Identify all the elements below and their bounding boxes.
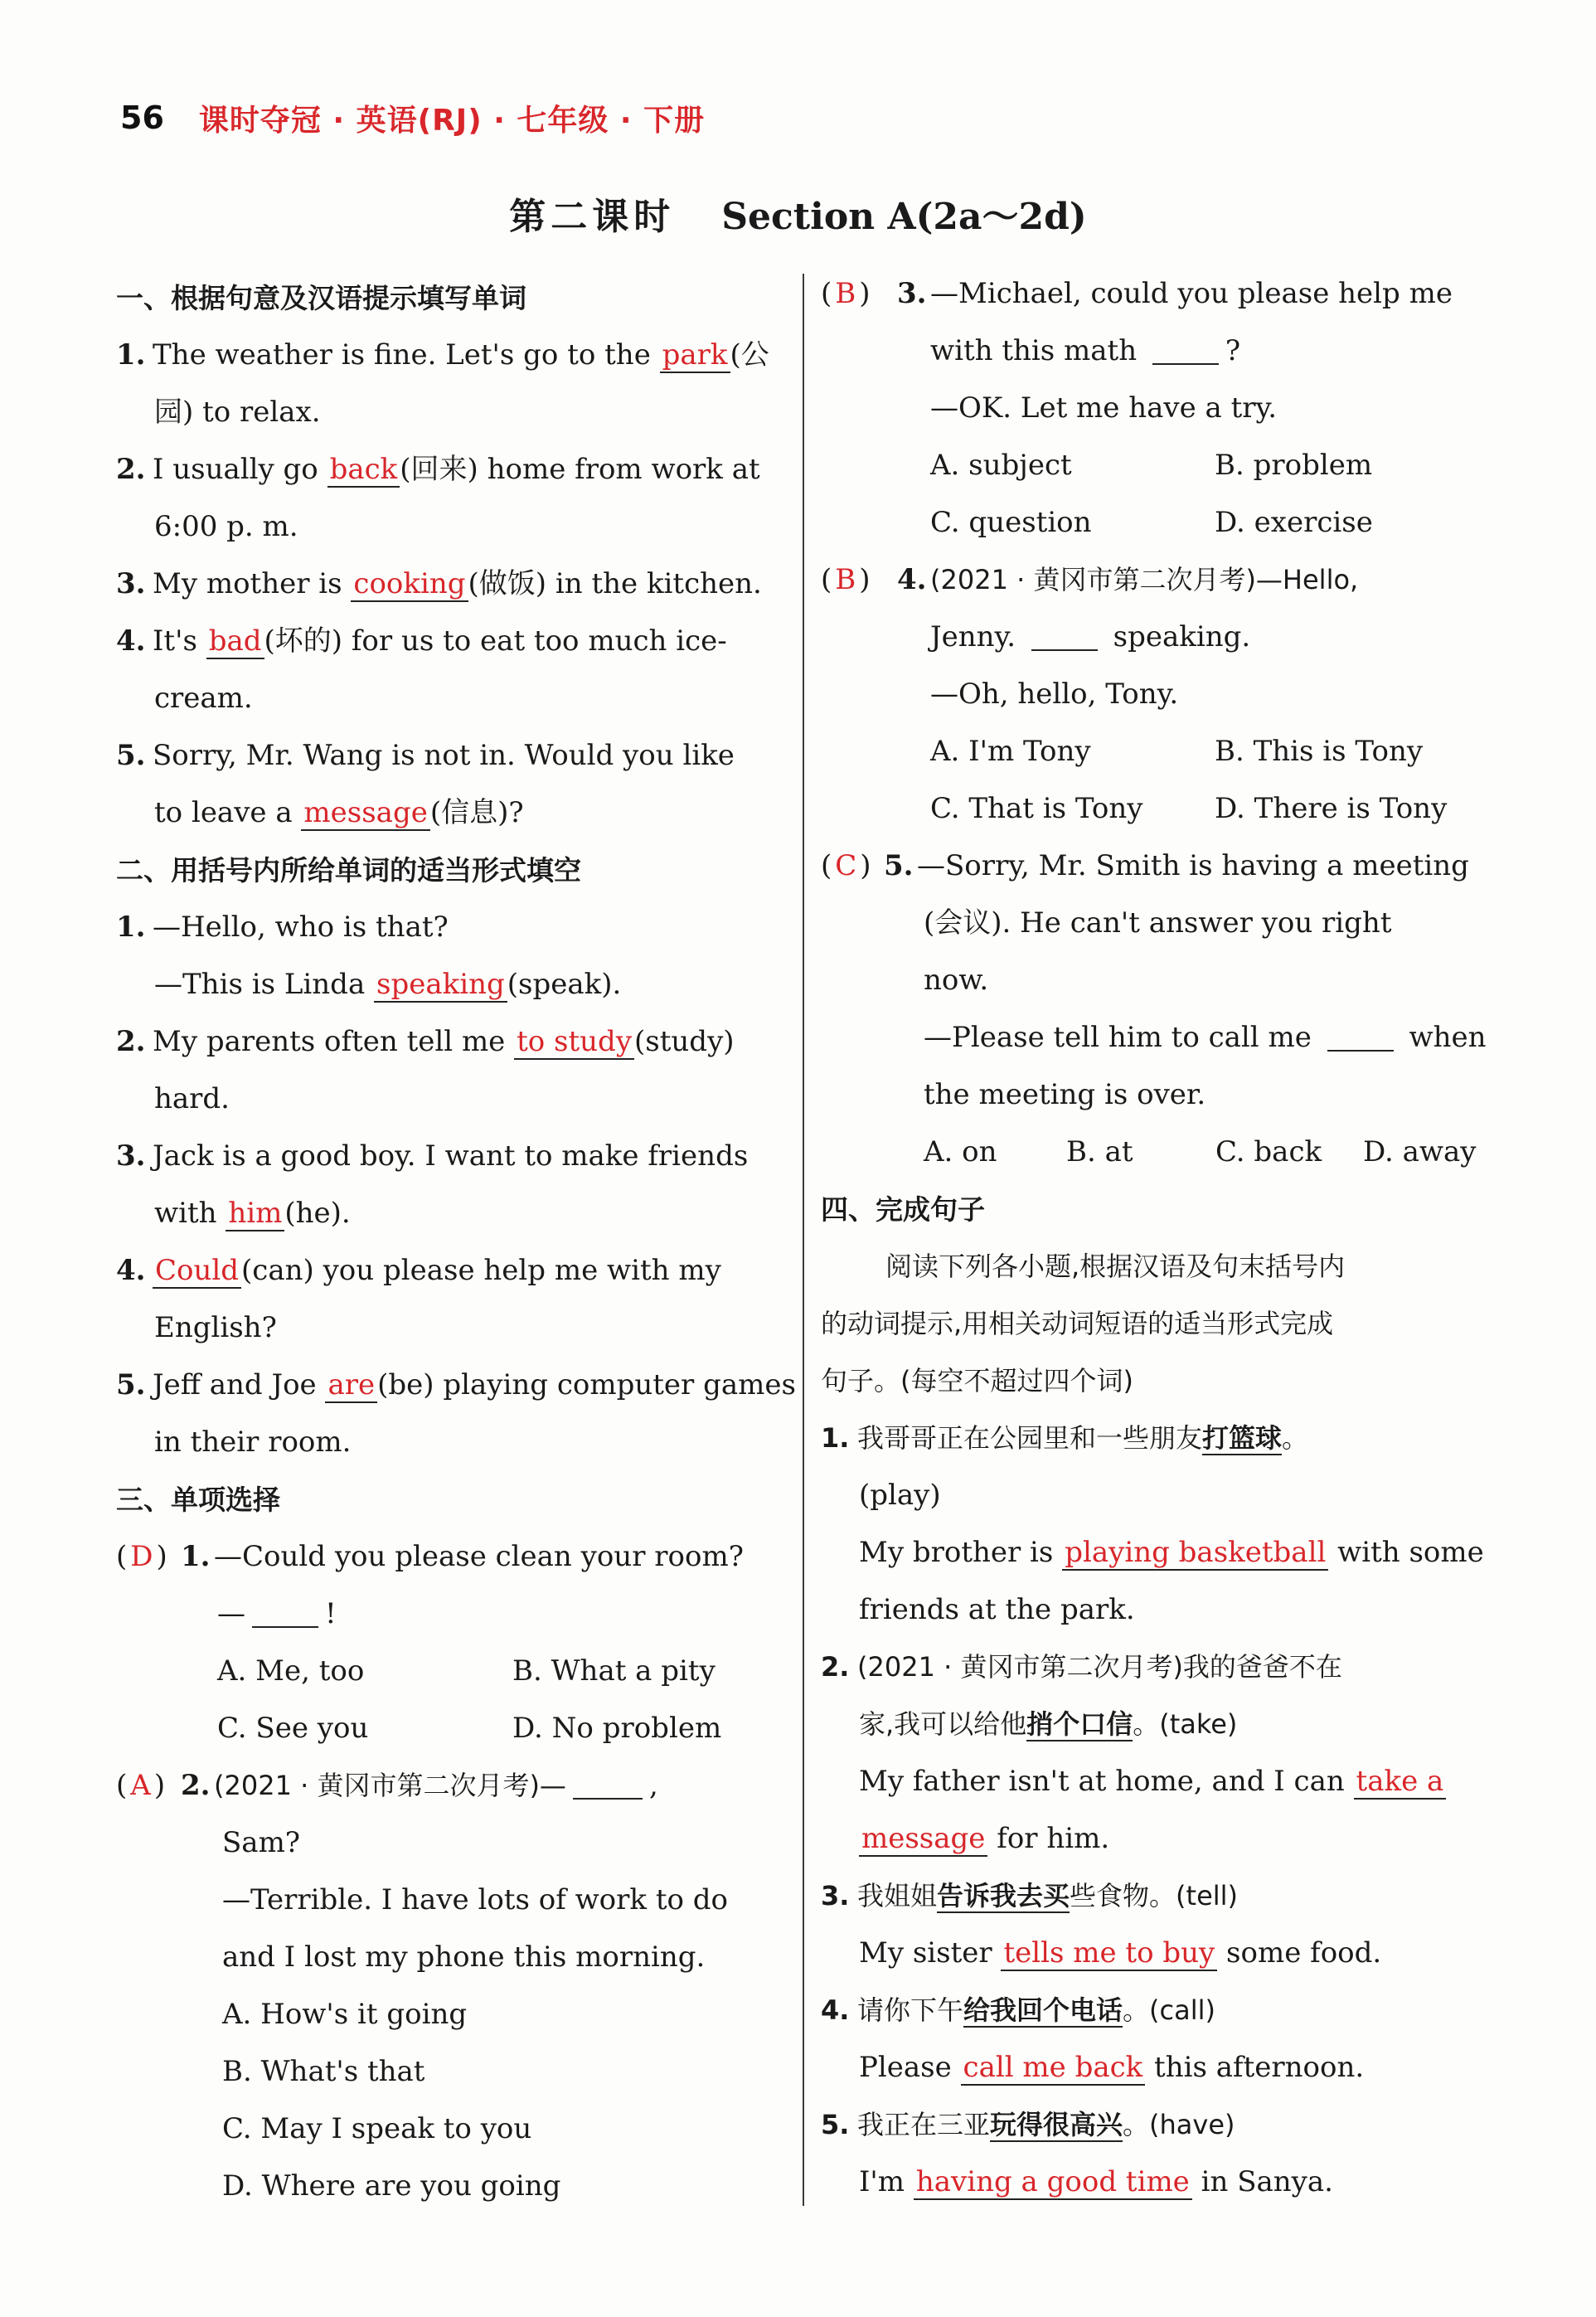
s3-q2-option-a: A. How's it going [222, 1998, 468, 2031]
answer-choice: B [835, 277, 856, 310]
right-column [821, 265, 1488, 2211]
s2-q1-cont: —This is Linda speaking(speak). [154, 968, 622, 1001]
s3-q5: ( C ) 5. —Sorry, Mr. Smith is having a meeting [821, 849, 1469, 882]
hint-text: 打篮球 [1202, 1422, 1283, 1454]
s3-q5-l2: (会议). He can't answer you right [924, 906, 1392, 940]
s4-q2-cn2: 家,我可以给他捎个口信。(take) [859, 1708, 1238, 1740]
answer: take a [1354, 1765, 1447, 1800]
s4-q1-cont: friends at the park. [859, 1593, 1135, 1626]
answer-choice: B [835, 563, 856, 596]
blank [1152, 330, 1219, 365]
s3-q5-l3: now. [924, 964, 989, 997]
column-divider [803, 274, 804, 2206]
answer: message [859, 1822, 987, 1857]
hint-text: 告诉我去买 [937, 1880, 1070, 1911]
s4-q4-cn: 4. 请你下午给我回个电话。(call) [821, 1994, 1215, 2026]
s2-q4: 4. Could(can) you please help me with my [116, 1254, 721, 1287]
answer: back [327, 453, 400, 488]
s1-q5: 5. Sorry, Mr. Wang is not in. Would you like [116, 739, 735, 772]
s2-q2-cont: hard. [154, 1082, 230, 1115]
s3-q2-option-c: C. May I speak to you [222, 2112, 532, 2145]
s3-q2-l2: Sam? [222, 1826, 301, 1859]
s2-q5-cont: in their room. [154, 1426, 352, 1459]
answer: Could [153, 1254, 241, 1289]
page-number: 56 [120, 100, 164, 136]
section-4-title: 四、完成句子 [821, 1193, 985, 1226]
book-title: 课时夺冠 · 英语(RJ) · 七年级 · 下册 [198, 103, 706, 138]
answer: tells me to buy [1001, 1936, 1217, 1971]
s3-q2-l3: —Terrible. I have lots of work to do [222, 1883, 728, 1916]
answer: playing basketball [1062, 1536, 1328, 1571]
s1-q3: 3. My mother is cooking(做饭) in the kitchen. [116, 567, 762, 600]
s4-intro-3: 句子。(每空不超过四个词) [821, 1365, 1133, 1397]
s3-q4: ( B ) 4. (2021 · 黄冈市第二次月考)—Hello, [821, 563, 1359, 596]
blank [252, 1593, 318, 1628]
blank [573, 1765, 643, 1800]
s3-q4-options-cd: C. That is Tony D. There is Tony [930, 792, 1448, 825]
s4-q1-cn: 1. 我哥哥正在公园里和一些朋友打篮球。 [821, 1422, 1309, 1454]
s3-q2-option-b: B. What's that [222, 2055, 425, 2088]
answer: bad [206, 624, 264, 659]
s3-q1-l2: — ! [116, 1586, 792, 1643]
blank [1031, 616, 1098, 651]
answer: are [325, 1368, 377, 1403]
s1-q1-cont: 园) to relax. [154, 396, 321, 429]
hint-text: 捎个口信 [1026, 1708, 1133, 1740]
answer: park [660, 338, 730, 373]
answer: speaking [374, 968, 507, 1003]
s4-q1-verb: (play) [859, 1479, 941, 1512]
section-1-title: 一、根据句意及汉语提示填写单词 [116, 282, 526, 314]
left-column [116, 270, 796, 2215]
s3-q3-options-cd: C. question D. exercise [930, 506, 1373, 539]
s3-q5-l5: the meeting is over. [924, 1078, 1206, 1111]
s3-q1: ( D ) 1. —Could you please clean your room? [116, 1540, 744, 1573]
lesson-title-en: Section A(2a～2d) [721, 196, 1087, 238]
s3-q3-options-ab: A. subject B. problem [930, 449, 1373, 482]
s2-q1: 1. —Hello, who is that? [116, 911, 449, 944]
s2-q2: 2. My parents often tell me to study(study) [116, 1025, 735, 1058]
blank [1327, 1017, 1394, 1052]
s3-q2-option-d: D. Where are you going [222, 2169, 561, 2203]
s1-q4: 4. It's bad(坏的) for us to eat too much ice- [116, 624, 727, 658]
answer-choice: C [835, 849, 857, 882]
hint-text: 玩得很高兴 [990, 2109, 1123, 2140]
s4-q1-en: My brother is playing basketball with some [859, 1536, 1484, 1569]
s3-q1-options-cd: C. See you D. No problem [217, 1712, 722, 1745]
s1-q4-cont: cream. [154, 682, 253, 715]
s3-q4-l3: —Oh, hello, Tony. [930, 678, 1179, 711]
s4-q4-en: Please call me back this afternoon. [859, 2051, 1365, 2084]
answer: message [301, 796, 429, 831]
s3-q3: ( B ) 3. —Michael, could you please help me [821, 277, 1453, 310]
s3-q4-l2: Jenny. speaking. [821, 609, 1488, 666]
s4-q2-en: My father isn't at home, and I can take a [821, 1753, 1488, 1810]
s3-q3-l3: —OK. Let me have a try. [930, 391, 1278, 425]
s4-q5-cn: 5. 我正在三亚玩得很高兴。(have) [821, 2109, 1235, 2140]
answer: him [226, 1197, 284, 1231]
answer: having a good time [914, 2165, 1192, 2200]
s2-q3-cont: with him(he). [154, 1197, 351, 1230]
s4-intro-1: 阅读下列各小题,根据汉语及句末括号内 [885, 1251, 1346, 1282]
s1-q5-cont: to leave a message(信息)? [154, 796, 524, 829]
s2-q3: 3. Jack is a good boy. I want to make friends [116, 1139, 749, 1173]
s3-q5-options: A. on B. at C. back D. away [924, 1135, 1477, 1168]
answer: to study [514, 1025, 634, 1060]
s3-q4-options-ab: A. I'm Tony B. This is Tony [930, 735, 1424, 768]
s3-q1-options-ab: A. Me, too B. What a pity [217, 1654, 716, 1688]
lesson-title [0, 187, 1596, 240]
page-header [120, 93, 705, 143]
s4-q3-cn: 3. 我姐姐告诉我去买些食物。(tell) [821, 1880, 1239, 1911]
section-3-title: 三、单项选择 [116, 1484, 280, 1516]
s4-q2-cn: 2. (2021 · 黄冈市第二次月考)我的爸爸不在 [821, 1651, 1342, 1683]
s4-q5-en: I'm having a good time in Sanya. [859, 2165, 1333, 2198]
s3-q5-l4: —Please tell him to call me when [821, 1009, 1488, 1066]
section-2-title: 二、用括号内所给单词的适当形式填空 [116, 854, 581, 886]
s1-q1: 1. The weather is fine. Let's go to the park(公 [116, 338, 769, 372]
s4-intro-2: 的动词提示,用相关动词短语的适当形式完成 [821, 1308, 1334, 1339]
s3-q2-l4: and I lost my phone this morning. [222, 1941, 706, 1974]
answer: call me back [961, 2051, 1146, 2086]
s2-q5: 5. Jeff and Joe are(be) playing computer games [116, 1368, 796, 1401]
s4-q2-cont: message for him. [821, 1810, 1488, 1868]
lesson-title-cn: 第二课时 [509, 196, 676, 238]
answer-choice: A [130, 1769, 151, 1802]
s2-q4-cont: English? [154, 1311, 277, 1344]
s1-q2: 2. I usually go back(回来) home from work at [116, 453, 760, 486]
hint-text: 给我回个电话 [963, 1994, 1123, 2026]
s3-q2: ( A ) 2. (2021 · 黄冈市第二次月考)— , [116, 1757, 792, 1814]
s3-q3-l2: with this math ? [821, 323, 1488, 380]
s1-q2-cont: 6:00 p. m. [154, 510, 298, 543]
s4-q3-en: My sister tells me to buy some food. [859, 1936, 1382, 1970]
answer: cooking [351, 567, 468, 602]
answer-choice: D [130, 1540, 153, 1573]
